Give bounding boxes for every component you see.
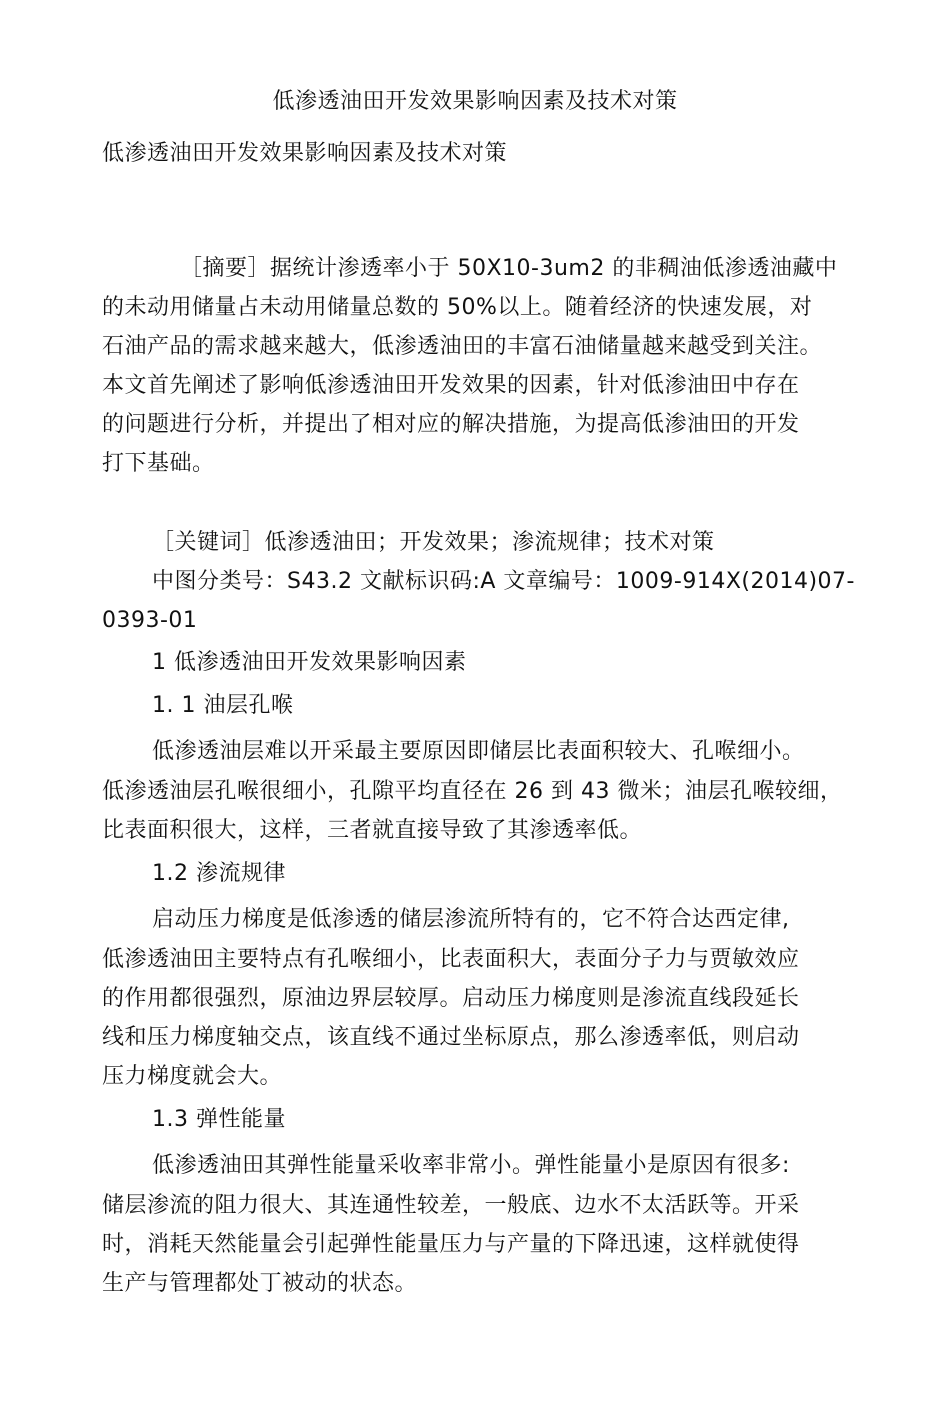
body-line: 储层渗流的阻力很大、其连通性较差，一般底、边水不太活跃等。开采: [102, 1193, 800, 1218]
abstract-line: 的问题进行分析，并提出了相对应的解决措施，为提高低渗油田的开发: [102, 412, 800, 437]
body-line: 压力梯度就会大。: [102, 1064, 283, 1089]
section-heading: 1 低渗透油田开发效果影响因素: [152, 650, 467, 675]
classification-line: 0393-01: [102, 608, 198, 633]
abstract-line: 打下基础。: [102, 451, 215, 476]
body-line: 的作用都很强烈，原油边界层较厚。启动压力梯度则是渗流直线段延长: [102, 986, 800, 1011]
body-line: 低渗透油层难以开采最主要原因即储层比表面积较大、孔喉细小。: [152, 739, 805, 764]
body-line: 比表面积很大，这样，三者就直接导致了其渗透率低。: [102, 818, 643, 843]
subsection-heading: 1.3 弹性能量: [152, 1107, 286, 1132]
body-line: 低渗透油层孔喉很细小，孔隙平均直径在 26 到 43 微米；油层孔喉较细，: [102, 779, 843, 804]
classification-line: 中图分类号：S43.2 文献标识码:A 文章编号：1009-914X(2014)07-: [152, 569, 855, 594]
body-line: 低渗透油田其弹性能量采收率非常小。弹性能量小是原因有很多:: [152, 1153, 790, 1178]
body-line: 时，消耗天然能量会引起弹性能量压力与产量的下降迅速，这样就使得: [102, 1232, 800, 1257]
body-line: 生产与管理都处丁被动的状态。: [102, 1271, 418, 1296]
keywords-line: ［关键词］低渗透油田；开发效果；渗流规律；技术对策: [152, 530, 715, 555]
body-line: 低渗透油田主要特点有孔喉细小，比表面积大，表面分子力与贾敏效应: [102, 947, 800, 972]
abstract-line: ［摘要］据统计渗透率小于 50X10-3um2 的非稠油低渗透油藏中: [180, 256, 838, 281]
subsection-heading: 1.2 渗流规律: [152, 861, 286, 886]
body-line: 启动压力梯度是低渗透的储层渗流所特有的，它不符合达西定律,: [152, 907, 790, 932]
document-subtitle: 低渗透油田开发效果影响因素及技术对策: [102, 141, 508, 166]
abstract-line: 的未动用储量占未动用储量总数的 50%以上。随着经济的快速发展，对: [102, 295, 813, 320]
abstract-line: 石油产品的需求越来越大，低渗透油田的丰富石油储量越来越受到关注。: [102, 334, 823, 359]
document-title: 低渗透油田开发效果影响因素及技术对策: [272, 89, 678, 114]
abstract-line: 本文首先阐述了影响低渗透油田开发效果的因素，针对低渗油田中存在: [102, 373, 800, 398]
body-line: 线和压力梯度轴交点，该直线不通过坐标原点，那么渗透率低，则启动: [102, 1025, 800, 1050]
subsection-heading: 1. 1 油层孔喉: [152, 693, 294, 718]
